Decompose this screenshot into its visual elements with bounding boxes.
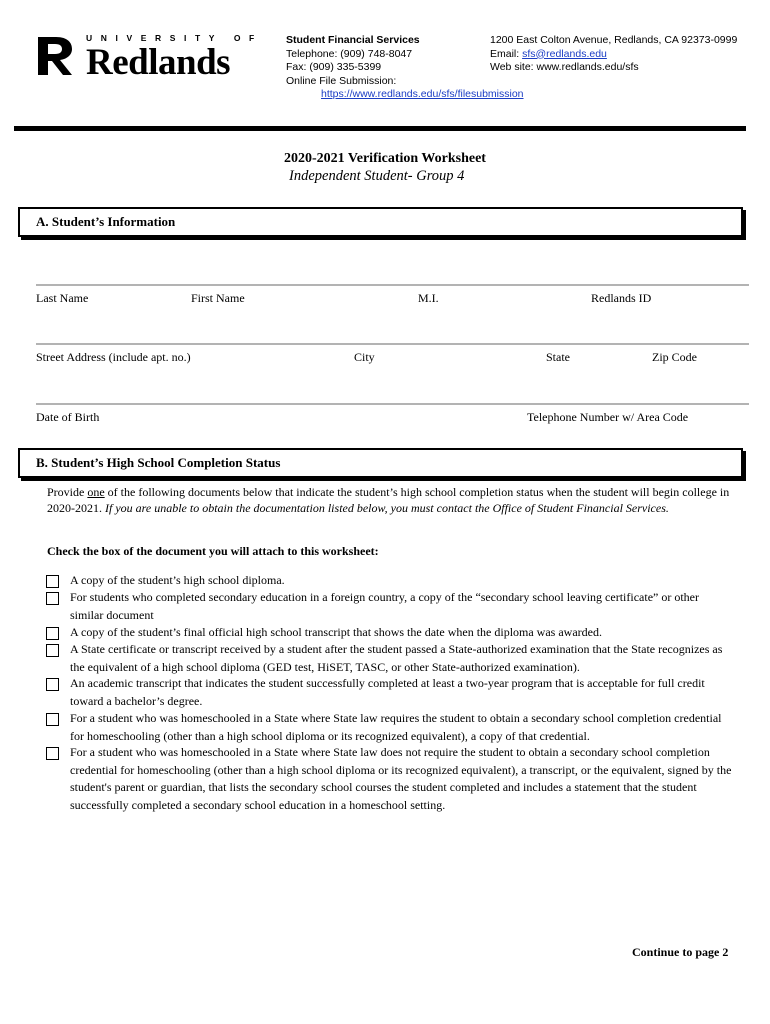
option-text: A State certificate or transcript received by a student after the student passed a State-authorized examination that the State recognizes as the equivalent of a high school diploma (GED test, HiSET, TASC, or other State-authorized examination).	[70, 642, 723, 674]
email-label: Email:	[490, 47, 523, 60]
homeschool-transcript-checkbox[interactable]	[46, 747, 59, 760]
section-b-title: B. Student’s High School Completion Status	[36, 455, 281, 470]
section-b-header	[18, 448, 743, 478]
address-row-line[interactable]	[36, 343, 749, 345]
document-title: 2020-2021 Verification Worksheet	[284, 151, 486, 166]
option-text: For a student who was homeschooled in a State where State law requires the student to obtain a secondary school completion credential for homeschooling (other than a high school diploma or its recognized equivalent), a copy of that credential.	[70, 711, 722, 743]
middle-initial-label: M.I.	[418, 291, 439, 305]
online-submission-link[interactable]: https://www.redlands.edu/sfs/filesubmission	[321, 88, 524, 100]
intro-text-continued: of the following documents below that indicate the student’s high school completion status when the student will begin college in 2020-2021.	[47, 485, 730, 515]
office-address-block	[490, 34, 737, 75]
option-text: An academic transcript that indicates the student successfully completed at least a two-year program that is acceptable for full credit toward a bachelor’s degree.	[70, 676, 705, 708]
date-of-birth-label: Date of Birth	[36, 410, 100, 424]
office-address: 1200 East Colton Avenue, Redlands, CA 92373-0999	[490, 34, 738, 46]
state-certificate-checkbox[interactable]	[46, 644, 59, 657]
first-name-label: First Name	[191, 291, 245, 305]
transcript-checkbox[interactable]	[46, 627, 59, 640]
logo-redlands-wordmark: Redlands	[86, 42, 231, 83]
document-subtitle: Independent Student- Group 4	[289, 168, 465, 184]
name-row-line[interactable]	[36, 284, 749, 286]
homeschool-credential-checkbox[interactable]	[46, 713, 59, 726]
continue-to-next-page: Continue to page 2	[632, 945, 729, 959]
city-label: City	[354, 350, 375, 364]
intro-emphasis: one	[87, 485, 105, 499]
option-text: A copy of the student’s high school diploma.	[70, 573, 285, 587]
last-name-label: Last Name	[36, 291, 89, 305]
state-label: State	[546, 350, 570, 364]
street-address-label: Street Address (include apt. no.)	[36, 350, 191, 364]
header-divider	[14, 126, 746, 131]
telephone-label: Telephone Number w/ Area Code	[527, 410, 689, 424]
redlands-id-label: Redlands ID	[591, 291, 652, 305]
foreign-certificate-checkbox[interactable]	[46, 592, 59, 605]
checkbox-instructions: Check the box of the document you will attach to this worksheet:	[47, 544, 379, 558]
office-contact-block	[286, 34, 524, 102]
intro-italic-note: If you are unable to obtain the documentation listed below, you must contact the Office of Student Financial Services.	[105, 500, 669, 515]
office-fax: Fax: (909) 335-5399	[286, 61, 382, 73]
email-link[interactable]: sfs@redlands.edu	[522, 47, 607, 60]
university-logo-mark	[36, 35, 86, 77]
zip-code-label: Zip Code	[652, 350, 697, 364]
intro-text: Provide	[47, 485, 88, 499]
option-text: For students who completed secondary education in a foreign country, a copy of the “secondary school leaving certificate” or other similar document	[70, 590, 699, 622]
office-telephone: Telephone: (909) 748-8047	[286, 47, 413, 60]
academic-transcript-checkbox[interactable]	[46, 678, 59, 691]
online-submission-label: Online File Submission:	[286, 74, 397, 87]
diploma-checkbox[interactable]	[46, 575, 59, 588]
logo-university-of: UNIVERSITY OF	[86, 33, 263, 43]
office-name: Student Financial Services	[286, 34, 420, 46]
section-b-instructions	[47, 485, 737, 516]
section-a-title: A. Student’s Information	[36, 214, 176, 229]
contact-row-line[interactable]	[36, 403, 749, 405]
option-text: For a student who was homeschooled in a State where State law does not require the student to obtain a secondary school completion credential for homeschooling (other than a high school diploma or its recognized equivalent), a transcript, or the equivalent, signed by the student's parent or guardian, that lists the secondary school courses the student completed and includes a statement that the student successfully completed a secondary school education in a homeschool setting.	[70, 745, 732, 812]
option-text: A copy of the student’s final official high school transcript that shows the date when the diploma was awarded.	[70, 625, 602, 639]
website-text: Web site: www.redlands.edu/sfs	[490, 61, 639, 73]
section-a-header	[18, 207, 743, 237]
